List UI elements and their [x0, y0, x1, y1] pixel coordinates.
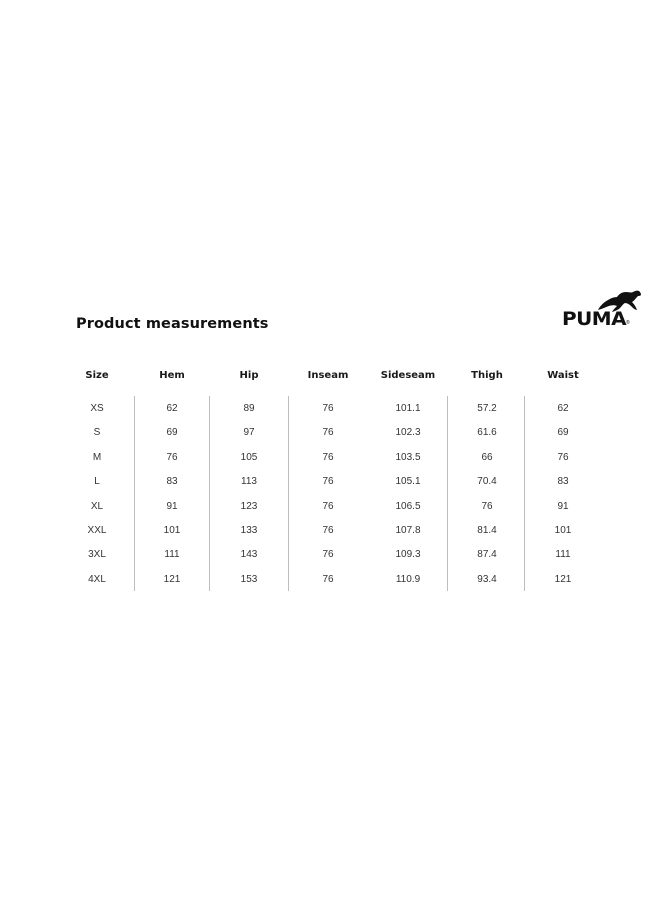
- column-header-sideseam: Sideseam: [380, 370, 436, 381]
- table-cell-size: XS: [90, 403, 104, 414]
- column-divider: [524, 396, 525, 591]
- column-header-thigh: Thigh: [471, 370, 503, 381]
- table-cell-thigh: 61.6: [477, 427, 497, 439]
- table-cell-thigh: 87.4: [477, 549, 497, 561]
- table-cell-waist: 101: [554, 525, 572, 536]
- table-cell-hip: 105: [240, 451, 258, 463]
- column-divider: [288, 396, 289, 591]
- table-cell-hip: 153: [240, 573, 258, 585]
- table-cell-hem: 111: [164, 549, 180, 561]
- table-cell-waist: 91: [557, 500, 569, 512]
- column-header-hip: Hip: [239, 370, 259, 381]
- table-cell-size: S: [93, 427, 101, 439]
- table-cell-waist: 62: [557, 403, 569, 414]
- table-cell-waist: 69: [557, 427, 569, 439]
- table-cell-size: L: [94, 476, 100, 488]
- table-cell-hem: 76: [166, 451, 178, 463]
- table-cell-hip: 113: [241, 476, 257, 488]
- column-divider: [447, 396, 448, 591]
- table-cell-thigh: 93.4: [477, 573, 497, 585]
- table-cell-thigh: 66: [481, 451, 493, 463]
- table-cell-sideseam: 109.3: [395, 549, 421, 561]
- table-cell-size: 4XL: [88, 573, 106, 585]
- column-divider: [134, 396, 135, 591]
- table-cell-thigh: 70.4: [477, 476, 497, 488]
- table-cell-inseam: 76: [322, 403, 334, 414]
- brand-logo: [560, 290, 642, 340]
- page-title: Product measurements: [76, 316, 269, 332]
- registered-mark: ®: [626, 320, 630, 326]
- table-cell-hem: 69: [166, 427, 178, 439]
- table-cell-thigh: 57.2: [477, 403, 497, 414]
- table-cell-hip: 123: [240, 500, 258, 512]
- table-cell-hem: 62: [166, 403, 178, 414]
- table-cell-inseam: 76: [322, 549, 334, 561]
- table-cell-hip: 143: [240, 549, 258, 561]
- table-cell-size: XL: [90, 500, 104, 512]
- column-header-waist: Waist: [547, 370, 579, 381]
- table-cell-thigh: 81.4: [477, 525, 497, 536]
- table-cell-inseam: 76: [322, 573, 334, 585]
- table-cell-inseam: 76: [322, 500, 334, 512]
- table-cell-sideseam: 110.9: [395, 573, 421, 585]
- table-cell-inseam: 76: [322, 525, 334, 536]
- column-header-inseam: Inseam: [307, 370, 349, 381]
- column-header-size: Size: [85, 370, 109, 381]
- table-cell-size: M: [92, 451, 102, 463]
- table-cell-sideseam: 107.8: [395, 525, 421, 536]
- table-cell-hem: 121: [163, 573, 181, 585]
- table-cell-waist: 111: [555, 549, 571, 561]
- table-cell-thigh: 76: [481, 500, 493, 512]
- table-cell-hip: 133: [240, 525, 258, 536]
- table-cell-hem: 101: [163, 525, 181, 536]
- brand-wordmark: PUMA: [562, 308, 627, 330]
- table-cell-sideseam: 103.5: [395, 451, 421, 463]
- table-cell-sideseam: 102.3: [395, 427, 421, 439]
- table-cell-inseam: 76: [322, 451, 334, 463]
- table-cell-inseam: 76: [322, 427, 334, 439]
- table-cell-inseam: 76: [322, 476, 334, 488]
- column-divider: [209, 396, 210, 591]
- table-cell-waist: 83: [557, 476, 569, 488]
- table-cell-size: 3XL: [88, 549, 106, 561]
- table-cell-hem: 91: [166, 500, 178, 512]
- table-cell-sideseam: 101.1: [395, 403, 421, 414]
- table-cell-sideseam: 105.1: [395, 476, 421, 488]
- table-cell-hem: 83: [166, 476, 178, 488]
- table-cell-hip: 89: [243, 403, 255, 414]
- table-cell-sideseam: 106.5: [395, 500, 421, 512]
- table-cell-hip: 97: [243, 427, 255, 439]
- table-cell-size: XXL: [87, 525, 107, 536]
- column-header-hem: Hem: [159, 370, 185, 381]
- table-cell-waist: 76: [557, 451, 569, 463]
- table-cell-waist: 121: [554, 573, 572, 585]
